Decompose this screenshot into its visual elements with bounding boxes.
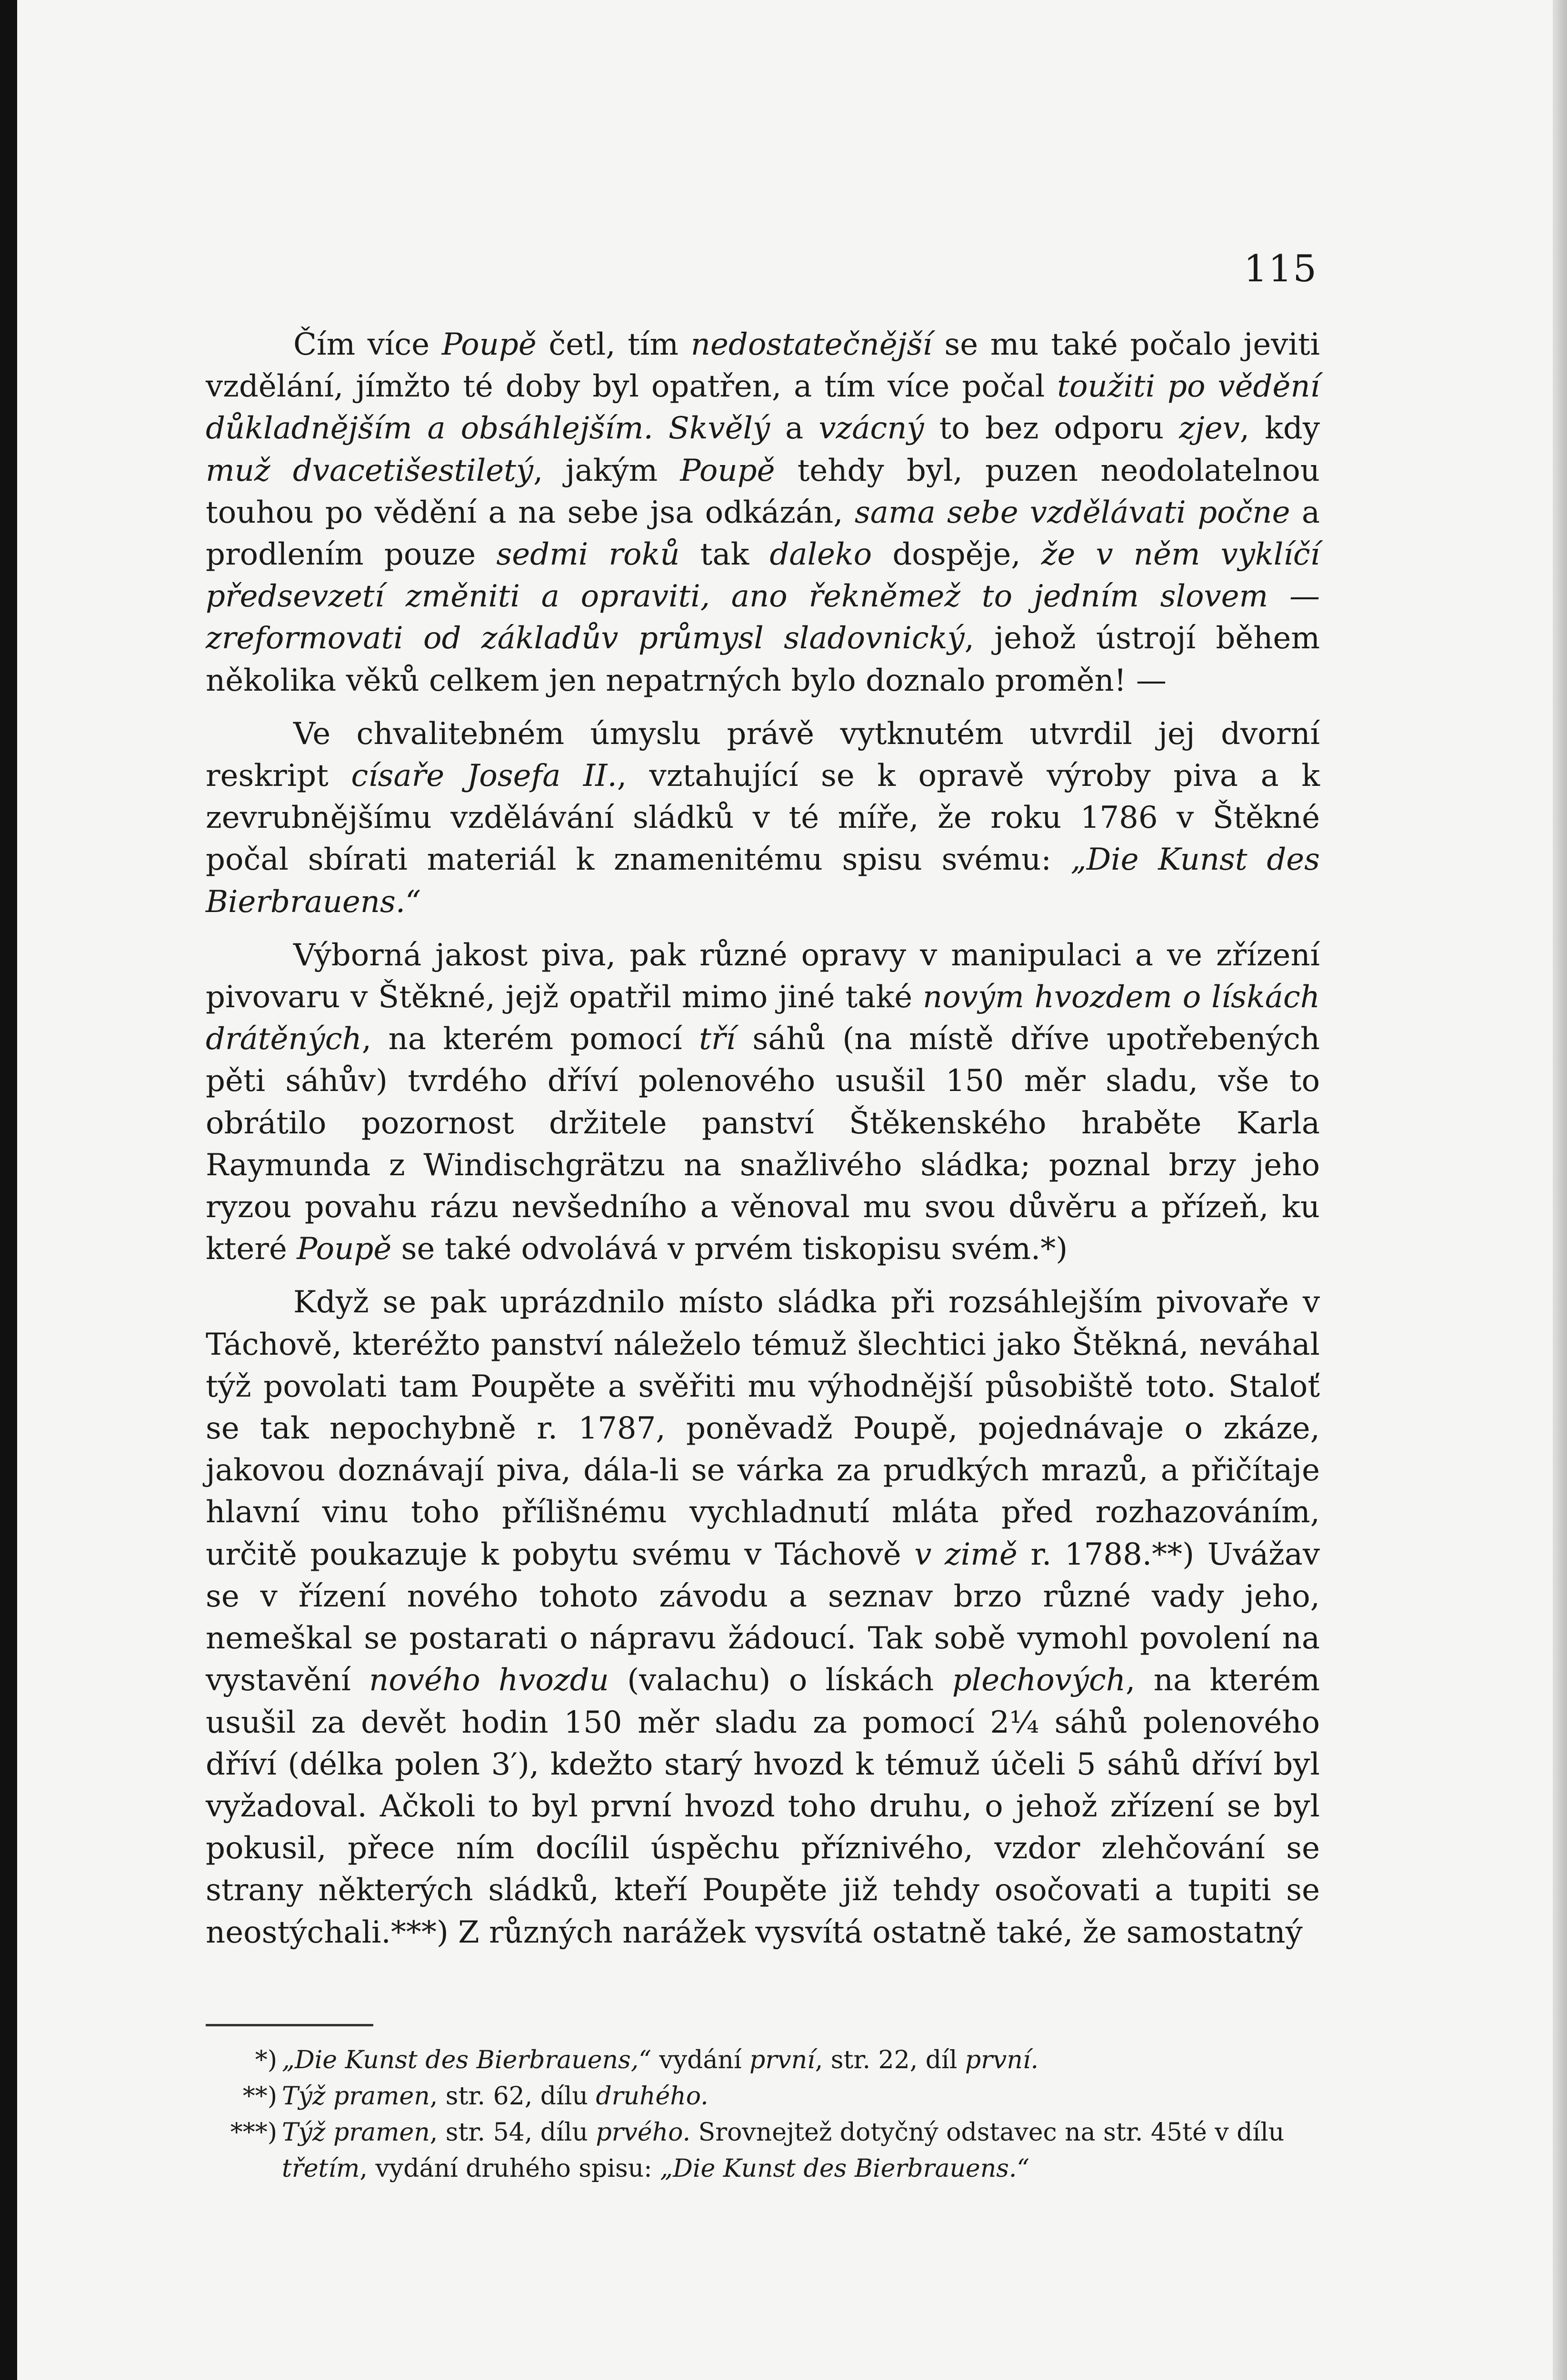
text-segment: to bez odporu — [924, 411, 1179, 446]
text-segment: a — [770, 411, 819, 446]
italic-text-segment: první — [749, 2046, 815, 2074]
italic-text-segment: sama sebe vzdělávati počne — [854, 495, 1290, 530]
text-segment: a prodlením pouze — [206, 495, 1320, 573]
text-segment: , na kterém pomocí — [361, 1021, 699, 1057]
italic-text-segment: Týž pramen — [282, 2082, 430, 2111]
scan-edge-right — [1553, 0, 1567, 2380]
italic-text-segment: novým hvozdem o lískách drátěných — [206, 980, 1320, 1057]
text-segment: dospěje, — [872, 537, 1041, 573]
text-segment: tak — [679, 537, 770, 573]
page-number: 115 — [1244, 248, 1317, 290]
italic-text-segment: vzácný — [818, 411, 924, 446]
italic-text-segment: Týž pramen — [282, 2118, 430, 2147]
footnote-mark: **) — [242, 2082, 277, 2111]
footnote-mark: *) — [255, 2046, 277, 2074]
text-segment: Srovnejtež dotyčný odstavec na str. 45té v dílu — [690, 2118, 1285, 2147]
italic-text-segment: zjev — [1179, 411, 1240, 446]
scan-edge-left — [0, 0, 17, 2380]
paragraph — [206, 713, 1320, 923]
footnotes — [206, 2042, 1320, 2187]
italic-text-segment: „Die Kunst des Bierbrauens.“ — [206, 842, 1320, 920]
text-segment: , vztahující se k opravě výroby piva a k zevrubnějšímu vzdělávání sládků v té míře, že roku 1786 v Štěkné počal sbírati materiál k znamenitému spisu svému: — [206, 758, 1320, 878]
footnote — [206, 2114, 1320, 2187]
text-segment: , jakým — [533, 453, 680, 488]
text-segment: r. 1788.**) Uvážav se v řízení nového tohoto závodu a seznav brzo různé vady jeho, nemeškal se postarati o nápravu žádoucí. Tak sobě vymohl povolení na vystavění — [206, 1537, 1320, 1698]
text-segment: tehdy byl, puzen neodolatelnou touhou po vědění a na sebe jsa odkázán, — [206, 453, 1320, 530]
italic-text-segment: tří — [699, 1021, 736, 1057]
italic-text-segment: druhého. — [596, 2082, 709, 2111]
footnote — [206, 2078, 1320, 2114]
italic-text-segment: v zimě — [914, 1537, 1018, 1572]
body-text — [206, 324, 1320, 1965]
italic-text-segment: nového hvozdu — [369, 1663, 609, 1698]
italic-text-segment: „Die Kunst des Bierbrauens.“ — [660, 2154, 1029, 2183]
italic-text-segment: třetím — [282, 2154, 360, 2183]
italic-text-segment: Poupě — [297, 1231, 392, 1267]
text-segment: , str. 62, dílu — [429, 2082, 596, 2111]
text-segment: se mu také počalo jeviti vzdělání, jímžto té doby byl opatřen, a tím více počal — [206, 327, 1320, 405]
footnote — [206, 2042, 1320, 2078]
text-segment: Čím více — [293, 327, 442, 362]
paragraph — [206, 1281, 1320, 1953]
italic-text-segment: sedmi roků — [496, 537, 680, 573]
text-segment: , vydání druhého spisu: — [359, 2154, 660, 2183]
text-segment: , str. 54, dílu — [429, 2118, 596, 2147]
text-segment: se také odvolává v prvém tiskopisu svém.*) — [391, 1231, 1068, 1267]
paragraph — [206, 934, 1320, 1270]
italic-text-segment: že v něm vyklíčí předsevzetí změniti a opraviti, ano řekněmež to jedním slovem — zreformovati od základův průmysl sladovnický — [206, 537, 1320, 656]
italic-text-segment: nedostatečnější — [690, 327, 932, 362]
text-segment: , jehož ústrojí během několika věků celkem jen nepatrných bylo doznalo proměn! — — [206, 621, 1320, 698]
paragraph — [206, 324, 1320, 702]
text-segment: , kdy — [1239, 411, 1320, 446]
text-segment: Když se pak uprázdnilo místo sládka při rozsáhlejším pivovaře v Táchově, kteréžto panství náleželo témuž šlechtici jako Štěkná, neváhal týž povolati tam Poupěte a svěřiti mu výhodnější působiště toto. Staloť se tak nepochybně r. 1787, poněvadž Poupě, pojednávaje o zkáze, jakovou doznávají piva, dála-li se várka za prudkých mrazů, a přičítaje hlavní vinu toho přílišnému vychladnutí mláta před rozhazováním, určitě poukazuje k pobytu svému v Táchově — [206, 1285, 1320, 1572]
italic-text-segment: Poupě — [441, 327, 537, 362]
text-segment: četl, tím — [536, 327, 691, 362]
text-segment: Výborná jakost piva, pak různé opravy v manipulaci a ve zřízení pivovaru v Štěkné, jejž opatřil mimo jiné také — [206, 937, 1320, 1015]
italic-text-segment: toužiti po vědění důkladnějším a obsáhlejším. Skvělý — [206, 369, 1320, 446]
text-segment: vydání — [651, 2046, 750, 2074]
text-segment: , str. 22, díl — [815, 2046, 965, 2074]
italic-text-segment: první. — [965, 2046, 1039, 2074]
footnote-mark: ***) — [230, 2118, 277, 2147]
italic-text-segment: Poupě — [680, 453, 775, 488]
italic-text-segment: „Die Kunst des Bierbrauens,“ — [282, 2046, 651, 2074]
text-segment: sáhů (na místě dříve upotřebených pěti sáhův) tvrdého dříví polenového usušil 150 měr sladu, vše to obrátilo pozornost držitele panství Štěkenského hraběte Karla Raymunda z Windischgrätzu na snažlivého sládka; poznal brzy jeho ryzou povahu rázu nevšedního a věnoval mu svou důvěru a přízeň, ku které — [206, 1021, 1320, 1267]
footnote-rule — [206, 2024, 373, 2026]
text-segment: Ve chvalitebném úmyslu právě vytknutém utvrdil jej dvorní reskript — [206, 716, 1320, 794]
italic-text-segment: muž dvacetišestiletý — [206, 453, 533, 488]
italic-text-segment: plechových — [952, 1663, 1126, 1698]
italic-text-segment: císaře Josefa II. — [351, 758, 617, 794]
italic-text-segment: daleko — [769, 537, 872, 573]
text-segment: , na kterém usušil za devět hodin 150 měr sladu za pomocí 2¼ sáhů polenového dříví (délka polen 3′), kdežto starý hvozd k témuž účeli 5 sáhů dříví byl vyžadoval. Ačkoli to byl první hvozd toho druhu, o jehož zřízení se byl pokusil, přece ním docílil úspěchu příznivého, vzdor zlehčování se strany některých sládků, kteří Poupěte již tehdy osočovati a tupiti se neostýchali.***) Z různých narážek vysvítá ostatně také, že samostatný — [206, 1663, 1320, 1950]
text-segment: (valachu) o lískách — [609, 1663, 952, 1698]
italic-text-segment: prvého. — [596, 2118, 691, 2147]
